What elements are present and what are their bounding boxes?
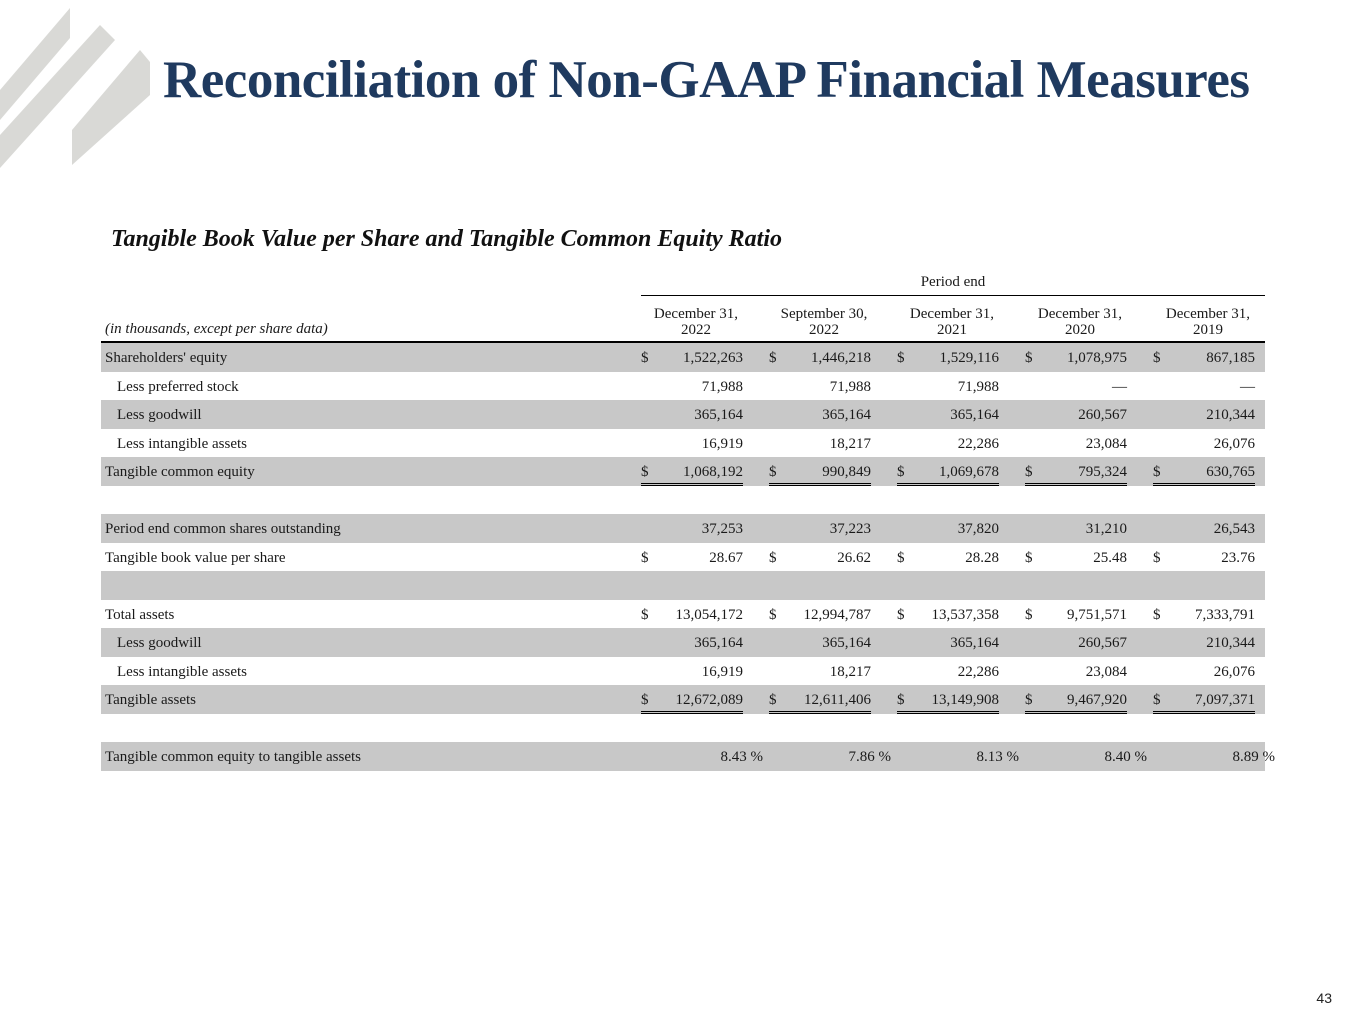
table-cell — [1025, 550, 1127, 568]
cell-value: 22,286 — [957, 435, 999, 452]
currency-symbol: $ — [1025, 464, 1033, 480]
cell-value: 71,988 — [829, 378, 871, 395]
cell-value: 260,567 — [1078, 635, 1127, 651]
table-cell — [1153, 350, 1255, 368]
table-row — [101, 400, 1265, 429]
cell-value: 26,076 — [1213, 435, 1255, 452]
table-row — [101, 343, 1265, 372]
table-cell — [1153, 664, 1255, 682]
row-label: Tangible common equity to tangible assets — [105, 749, 361, 765]
table-cell — [1025, 607, 1127, 625]
cell-value: 365,164 — [950, 635, 999, 651]
table-cell — [1153, 407, 1255, 425]
cell-value: 23,084 — [1085, 435, 1127, 452]
table-cell — [1025, 691, 1127, 714]
currency-symbol: $ — [641, 692, 649, 708]
cell-value: 12,994,787 — [803, 606, 871, 623]
table-body — [101, 343, 1275, 771]
cell-value: 23,084 — [1085, 663, 1127, 680]
table-cell — [1025, 436, 1127, 454]
table-cell — [1025, 521, 1127, 539]
currency-symbol: $ — [897, 464, 905, 480]
cell-value: 1,529,116 — [939, 350, 999, 366]
cell-value: 71,988 — [701, 378, 743, 395]
currency-symbol: $ — [769, 606, 777, 623]
table-cell — [769, 635, 871, 653]
row-label: Period end common shares outstanding — [105, 521, 341, 537]
table-cell — [769, 379, 871, 397]
table-row — [101, 372, 1265, 401]
page-title: Reconciliation of Non-GAAP Financial Measures — [163, 51, 1250, 109]
table-cell: 8.89 % — [1232, 749, 1275, 765]
currency-symbol: $ — [1153, 692, 1161, 708]
column-header: December 31, 2020 — [1037, 306, 1123, 338]
table-cell — [1153, 463, 1255, 486]
table-cell: 7.86 % — [848, 749, 891, 765]
cell-value: 7,333,791 — [1195, 606, 1255, 623]
row-label: Total assets — [105, 606, 175, 623]
cell-value: 71,988 — [957, 378, 999, 395]
cell-value: 26,543 — [1213, 521, 1255, 537]
table-cell: 8.40 % — [1104, 749, 1147, 765]
table-row — [101, 685, 1265, 714]
table-cell — [769, 691, 871, 714]
table-row — [101, 457, 1265, 486]
table-cell — [1153, 635, 1255, 653]
table-cell — [769, 521, 871, 539]
cell-value: 26,076 — [1213, 663, 1255, 680]
table-cell — [769, 664, 871, 682]
cell-value: 16,919 — [701, 435, 743, 452]
cell-value: 37,820 — [957, 521, 999, 537]
table-cell — [1025, 635, 1127, 653]
currency-symbol: $ — [641, 464, 649, 480]
cell-value: 1,522,263 — [683, 350, 743, 366]
currency-symbol: $ — [1153, 549, 1161, 566]
table-cell — [897, 350, 999, 368]
cell-value: 13,054,172 — [675, 606, 743, 623]
table-cell — [1025, 463, 1127, 486]
period-end-label: Period end — [641, 274, 1265, 296]
row-label: Less intangible assets — [117, 435, 247, 452]
cell-value: 867,185 — [1206, 350, 1255, 366]
table-cell — [769, 550, 871, 568]
table-cell — [641, 379, 743, 397]
currency-symbol: $ — [897, 692, 905, 708]
cell-value: 630,765 — [1206, 464, 1255, 480]
period-header-row — [101, 270, 1265, 294]
table-cell — [1153, 550, 1255, 568]
row-label: Less intangible assets — [117, 663, 247, 680]
spacer-row — [101, 714, 1265, 743]
table-cell — [897, 691, 999, 714]
table-cell — [897, 635, 999, 653]
unit-label: (in thousands, except per share data) — [105, 321, 328, 337]
table-cell — [897, 436, 999, 454]
table-cell — [641, 691, 743, 714]
cell-value: 1,446,218 — [811, 350, 871, 366]
table-cell — [641, 607, 743, 625]
cell-value: 365,164 — [950, 407, 999, 423]
cell-value: 28.67 — [709, 549, 743, 566]
cell-value: 12,611,406 — [804, 692, 871, 708]
table-cell — [1153, 691, 1255, 714]
table-cell — [897, 607, 999, 625]
table-cell — [641, 664, 743, 682]
currency-symbol: $ — [769, 464, 777, 480]
table-cell — [1153, 607, 1255, 625]
table-row — [101, 543, 1265, 572]
column-header: December 31, 2021 — [909, 306, 995, 338]
cell-value: 365,164 — [694, 407, 743, 423]
cell-value: 12,672,089 — [675, 692, 743, 708]
reconciliation-table — [101, 270, 1275, 771]
table-cell — [897, 664, 999, 682]
table-cell — [897, 550, 999, 568]
cell-value: 18,217 — [829, 435, 871, 452]
table-cell — [641, 635, 743, 653]
cell-value: 365,164 — [822, 635, 871, 651]
currency-symbol: $ — [769, 549, 777, 566]
currency-symbol: $ — [1153, 350, 1161, 366]
table-cell — [769, 350, 871, 368]
cell-value: 13,149,908 — [931, 692, 999, 708]
cell-value: 1,069,678 — [939, 464, 999, 480]
row-label: Less goodwill — [117, 635, 202, 651]
row-label: Tangible book value per share — [105, 549, 286, 566]
table-cell — [897, 463, 999, 486]
cell-value: 37,253 — [701, 521, 743, 537]
table-cell — [641, 463, 743, 486]
cell-value: 210,344 — [1206, 407, 1255, 423]
cell-value: 26.62 — [837, 549, 871, 566]
currency-symbol: $ — [641, 350, 649, 366]
row-label: Tangible common equity — [105, 464, 255, 480]
cell-value: 210,344 — [1206, 635, 1255, 651]
currency-symbol: $ — [1025, 549, 1033, 566]
column-header-row — [101, 294, 1265, 343]
cell-value: 9,751,571 — [1067, 606, 1127, 623]
cell-value: — — [1240, 378, 1255, 395]
row-label: Tangible assets — [105, 692, 197, 708]
table-row — [101, 742, 1275, 771]
table-cell — [641, 550, 743, 568]
cell-value: 260,567 — [1078, 407, 1127, 423]
table-cell — [641, 350, 743, 368]
company-logo-stripes-icon — [0, 0, 160, 180]
table-cell — [641, 521, 743, 539]
table-cell — [1153, 521, 1255, 539]
currency-symbol: $ — [1153, 464, 1161, 480]
table-row — [101, 600, 1265, 629]
currency-symbol: $ — [641, 606, 649, 623]
column-header: December 31, 2022 — [653, 306, 739, 338]
cell-value: 31,210 — [1085, 521, 1127, 537]
table-row — [101, 657, 1265, 686]
currency-symbol: $ — [897, 350, 905, 366]
cell-value: 22,286 — [957, 663, 999, 680]
cell-value: 13,537,358 — [931, 606, 999, 623]
cell-value: 9,467,920 — [1067, 692, 1127, 708]
table-cell — [897, 379, 999, 397]
cell-value: 23.76 — [1221, 549, 1255, 566]
currency-symbol: $ — [769, 350, 777, 366]
cell-value: 365,164 — [694, 635, 743, 651]
table-subtitle: Tangible Book Value per Share and Tangible Common Equity Ratio — [111, 226, 783, 252]
cell-value: 795,324 — [1078, 464, 1127, 480]
table-cell — [769, 436, 871, 454]
cell-value: 1,068,192 — [683, 464, 743, 480]
column-header: December 31, 2019 — [1165, 306, 1251, 338]
currency-symbol: $ — [1025, 350, 1033, 366]
spacer-row — [101, 571, 1265, 600]
currency-symbol: $ — [1025, 606, 1033, 623]
table-row — [101, 429, 1265, 458]
currency-symbol: $ — [641, 549, 649, 566]
cell-value: — — [1112, 378, 1127, 395]
table-cell — [897, 521, 999, 539]
row-label: Less goodwill — [117, 407, 202, 423]
table-cell — [1153, 379, 1255, 397]
table-cell — [1153, 436, 1255, 454]
currency-symbol: $ — [897, 549, 905, 566]
spacer-row — [101, 486, 1265, 515]
table-cell — [1025, 379, 1127, 397]
page-number: 43 — [1316, 990, 1332, 1006]
table-cell: 8.13 % — [976, 749, 1019, 765]
table-cell — [1025, 664, 1127, 682]
table-cell — [769, 607, 871, 625]
cell-value: 16,919 — [701, 663, 743, 680]
row-label: Less preferred stock — [117, 378, 239, 395]
cell-value: 25.48 — [1093, 549, 1127, 566]
table-cell — [1025, 407, 1127, 425]
currency-symbol: $ — [769, 692, 777, 708]
column-header: September 30, 2022 — [780, 306, 868, 338]
table-cell — [769, 407, 871, 425]
row-label: Shareholders' equity — [105, 350, 228, 366]
cell-value: 1,078,975 — [1067, 350, 1127, 366]
table-cell — [641, 407, 743, 425]
cell-value: 37,223 — [829, 521, 871, 537]
cell-value: 7,097,371 — [1195, 692, 1255, 708]
table-cell — [769, 463, 871, 486]
table-row — [101, 514, 1265, 543]
currency-symbol: $ — [1025, 692, 1033, 708]
table-cell — [641, 436, 743, 454]
cell-value: 28.28 — [965, 549, 999, 566]
cell-value: 365,164 — [822, 407, 871, 423]
table-cell — [1025, 350, 1127, 368]
table-cell — [897, 407, 999, 425]
table-row — [101, 628, 1265, 657]
cell-value: 990,849 — [822, 464, 871, 480]
cell-value: 18,217 — [829, 663, 871, 680]
table-cell: 8.43 % — [720, 749, 763, 765]
currency-symbol: $ — [1153, 606, 1161, 623]
currency-symbol: $ — [897, 606, 905, 623]
